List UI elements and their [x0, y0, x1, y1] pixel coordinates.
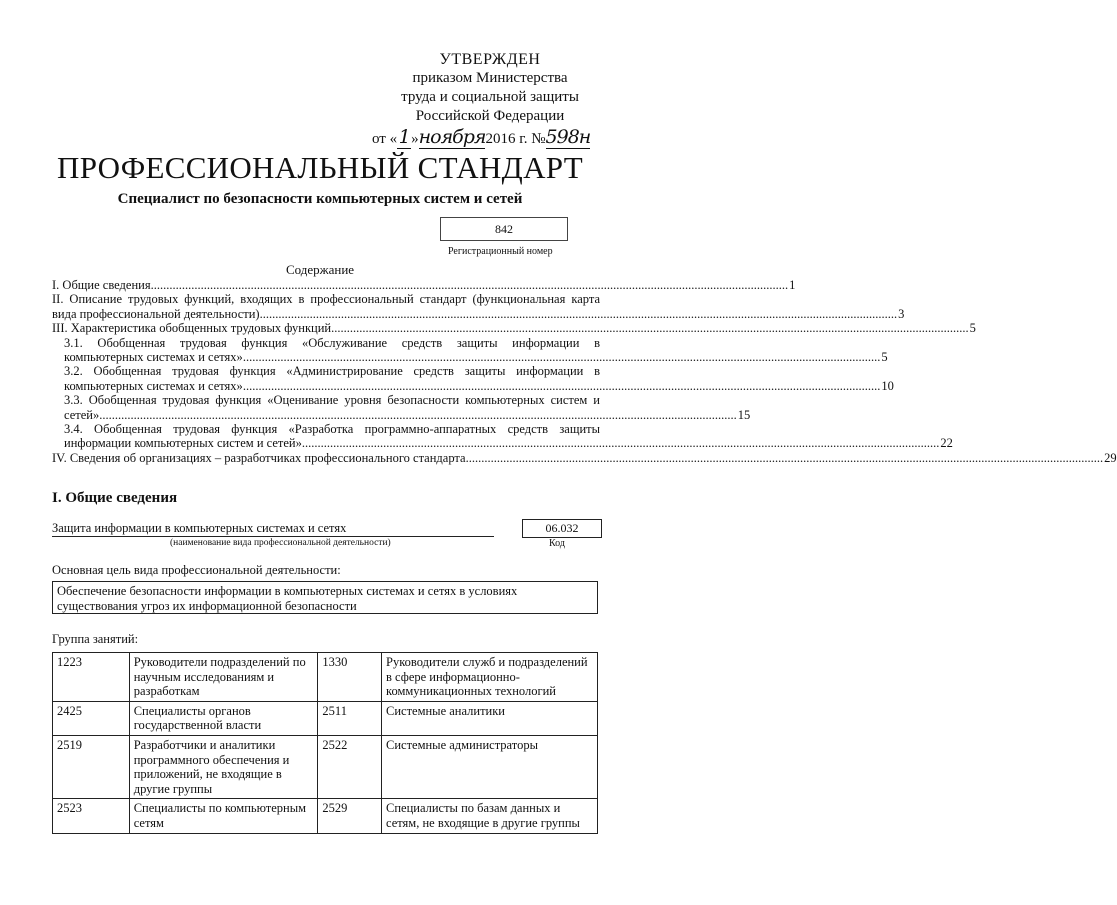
approval-line: приказом Министерства	[412, 70, 568, 86]
toc-entry: IV. Сведения об организациях – разработчиках профессионального стандарта ............................................................................................................................................................................................................ 29	[52, 450, 1117, 465]
occupation-name: Руководители подразделений по научным исследованиям и разработкам	[129, 653, 318, 702]
table-row	[53, 735, 598, 798]
occupation-name: Специалисты органов государственной власти	[129, 701, 318, 735]
date-year: 2016 г. №	[485, 131, 546, 147]
goal-text: Обеспечение безопасности информации в компьютерных системах и сетях в условиях	[57, 584, 518, 598]
occupation-name: Специалисты по базам данных и сетям, не входящие в другие группы	[382, 799, 598, 833]
toc-entry: 3.4. Обобщенная трудовая функция «Разработка программно-аппаратных средств защиты информации компьютерных систем и сетей» ............................................................................................................................................................................................................ 22	[64, 422, 953, 451]
table-row	[53, 799, 598, 833]
approval-line: Российской Федерации	[415, 108, 565, 124]
occupation-code: 1330	[318, 653, 382, 702]
table-row	[53, 653, 598, 702]
occupation-name: Системные аналитики	[382, 701, 598, 735]
profession-underline	[52, 536, 494, 537]
standard-title: ПРОФЕССИОНАЛЬНЫЙ СТАНДАРТ	[57, 150, 583, 185]
toc-entry: I. Общие сведения ............................................................................................................................................................................................................ 1	[52, 278, 796, 292]
approval-line: труда и социальной защиты	[401, 89, 579, 105]
toc-title: Содержание	[285, 262, 355, 277]
occupation-code: 2529	[318, 799, 382, 833]
occupation-code: 2425	[53, 701, 130, 735]
date-month: ноября	[418, 126, 486, 148]
order-number: 598н	[545, 126, 591, 148]
occupation-code: 1223	[53, 653, 130, 702]
profession-caption: (наименование вида профессиональной деятельности)	[170, 538, 391, 548]
profession-name: Защита информации в компьютерных системах и сетях	[52, 521, 347, 535]
approval-block	[370, 50, 610, 126]
table-of-contents	[52, 278, 1117, 465]
date-day: 1	[398, 126, 410, 148]
code-label: Код	[549, 538, 565, 549]
toc-entry: 3.1. Обобщенная трудовая функция «Обслуживание средств защиты информации в компьютерных системах и сетях» ............................................................................................................................................................................................................ 5	[64, 335, 888, 365]
registration-number: 842	[440, 217, 568, 241]
date-prefix: от «	[372, 131, 398, 147]
occupation-table	[52, 652, 598, 834]
standard-subtitle: Специалист по безопасности компьютерных систем и сетей	[117, 191, 523, 207]
occupation-name: Специалисты по компьютерным сетям	[129, 799, 318, 833]
group-label: Группа занятий:	[52, 632, 139, 646]
toc-entry: II. Описание трудовых функций, входящих в профессиональный стандарт (функциональная карта вида профессиональной деятельности) ............................................................................................................................................................................................................ 3	[52, 292, 905, 321]
occupation-name: Руководители служб и подразделений в сфере информационно-коммуникационных технологий	[382, 653, 598, 702]
goal-label: Основная цель вида профессиональной деятельности:	[52, 563, 341, 577]
approval-date	[372, 126, 590, 149]
profession-code: 06.032	[522, 519, 602, 538]
date-mid: »	[411, 131, 419, 147]
table-row	[53, 701, 598, 735]
toc-entry: 3.2. Обобщенная трудовая функция «Администрирование средств защиты информации в компьютерных системах и сетях» ............................................................................................................................................................................................................ 10	[64, 364, 894, 393]
approval-title: УТВЕРЖДЕН	[439, 51, 541, 68]
occupation-name: Разработчики и аналитики программного обеспечения и приложений, не входящие в другие группы	[129, 735, 318, 798]
occupation-code: 2523	[53, 799, 130, 833]
occupation-name: Системные администраторы	[382, 735, 598, 798]
toc-entry: 3.3. Обобщенная трудовая функция «Оценивание уровня безопасности компьютерных систем и сетей» ............................................................................................................................................................................................................ 15	[64, 393, 751, 422]
section-heading: I. Общие сведения	[52, 490, 178, 506]
occupation-code: 2519	[53, 735, 130, 798]
occupation-code: 2511	[318, 701, 382, 735]
occupation-code: 2522	[318, 735, 382, 798]
goal-box	[52, 581, 598, 614]
goal-text: существования угроз их информационной безопасности	[57, 599, 357, 613]
toc-entry: III. Характеристика обобщенных трудовых функций ............................................................................................................................................................................................................ 5	[52, 321, 976, 336]
registration-label: Регистрационный номер	[448, 246, 553, 257]
